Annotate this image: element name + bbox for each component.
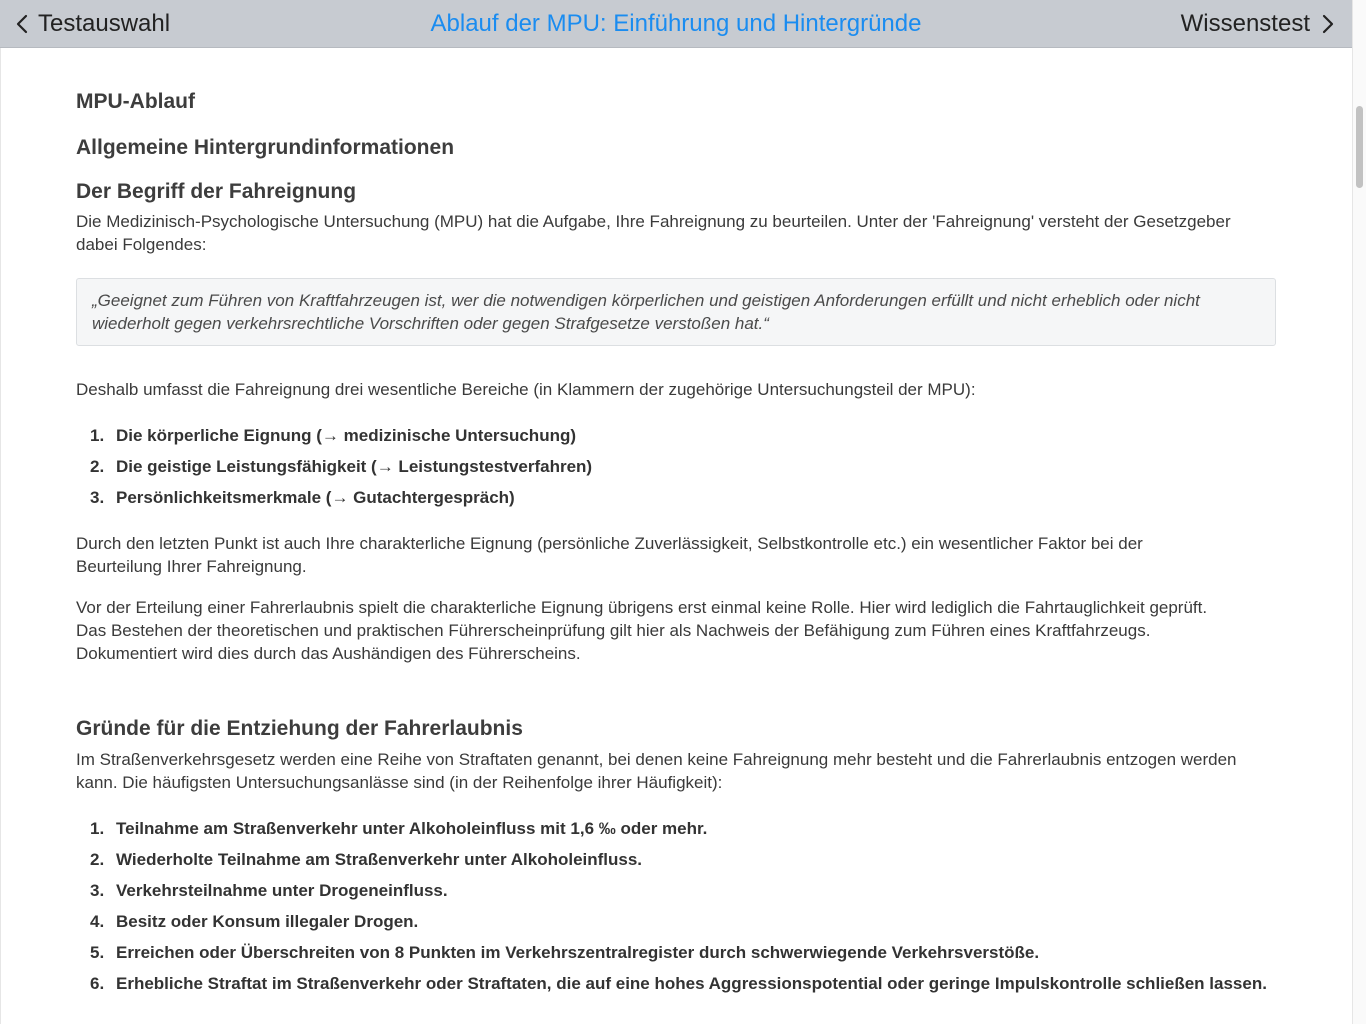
list-item-number: 5. [90, 943, 105, 962]
section-heading-entziehung: Gründe für die Entziehung der Fahrerlaubnis [76, 717, 523, 740]
page-title: Ablauf der MPU: Einführung und Hintergründe [430, 10, 922, 37]
list-item-text: Erhebliche Straftat im Straßenverkehr oder Straftaten, die auf eine hohes Aggressionspotential oder geringe Impulskontrolle schließen lassen. [116, 974, 1267, 993]
quote-block: „Geeignet zum Führen von Kraftfahrzeugen ist, wer die notwendigen körperlichen und geistigen Anforderungen erfüllt und nicht erheblich oder nicht wiederholt gegen verkehrsrechtliche Vorschriften oder gegen Strafgesetze verstoßen hat.“ [76, 278, 1276, 346]
paragraph-licence: Vor der Erteilung einer Fahrerlaubnis spielt die charakterliche Eignung übrigens erst einmal keine Rolle. Hier wird lediglich die Fahrtauglichkeit geprüft. Das Bestehen der theoretischen und praktischen Führerscheinprüfung gilt hier als Nachweis der Befähigung zum Führen eines Kraftfahrzeugs. Dokumentiert wird dies durch das Aushändigen des Führerscheins. [76, 598, 1208, 663]
list-item [76, 455, 1276, 478]
section-heading-fahreignung: Der Begriff der Fahreignung [76, 180, 357, 203]
list-item [76, 879, 1276, 902]
chevron-right-icon [1322, 14, 1334, 34]
list-item [76, 817, 1276, 840]
vertical-scrollbar[interactable] [1352, 0, 1366, 1024]
paragraph-areas-intro: Deshalb umfasst die Fahreignung drei wesentliche Bereiche (in Klammern der zugehörige Untersuchungsteil der MPU): [76, 380, 976, 399]
list-item-number: 1. [90, 819, 105, 838]
next-button[interactable] [1181, 10, 1334, 38]
paragraph-reasons-intro: Im Straßenverkehrsgesetz werden eine Reihe von Straftaten genannt, bei denen keine Fahreignung mehr besteht und die Fahrerlaubnis entzogen werden kann. Die häufigsten Untersuchungsanlässe sind (in der Reihenfolge ihrer Häufigkeit): [76, 750, 1237, 792]
list-item-number: 3. [90, 881, 105, 900]
list-item [76, 486, 1276, 509]
list-item-text: Besitz oder Konsum illegaler Drogen. [116, 912, 419, 931]
navigation-bar [0, 0, 1352, 48]
sub-heading: Allgemeine Hintergrundinformationen [76, 136, 455, 159]
list-item [76, 972, 1276, 995]
list-item-text: Persönlichkeitsmerkmale (→ Gutachtergespräch) [116, 488, 515, 507]
list-item-number: 6. [90, 974, 105, 993]
list-item-text: Erreichen oder Überschreiten von 8 Punkten im Verkehrszentralregister durch schwerwiegende Verkehrsverstöße. [116, 943, 1040, 962]
areas-list [76, 424, 1276, 509]
list-item [76, 424, 1276, 447]
next-button-label: Wissenstest [1180, 10, 1310, 37]
list-item [76, 941, 1276, 964]
paragraph-intro: Die Medizinisch-Psychologische Untersuchung (MPU) hat die Aufgabe, Ihre Fahreignung zu beurteilen. Unter der 'Fahreignung' versteht der Gesetzgeber dabei Folgendes: [76, 212, 1231, 254]
reasons-list [76, 817, 1276, 995]
list-item-text: Die körperliche Eignung (→ medizinische Untersuchung) [116, 426, 577, 445]
list-item-number: 4. [90, 912, 105, 931]
list-item-number: 2. [90, 850, 105, 869]
content-left-border [0, 48, 1, 1024]
list-item-text: Teilnahme am Straßenverkehr unter Alkoholeinfluss mit 1,6 ‰ oder mehr. [116, 819, 708, 838]
scrollbar-thumb[interactable] [1356, 106, 1363, 188]
list-item-number: 1. [90, 426, 105, 445]
back-button-label: Testauswahl [38, 10, 171, 37]
list-item-number: 2. [90, 457, 105, 476]
list-item-text: Wiederholte Teilnahme am Straßenverkehr unter Alkoholeinfluss. [116, 850, 643, 869]
paragraph-character: Durch den letzten Punkt ist auch Ihre charakterliche Eignung (persönliche Zuverlässigkeit, Selbstkontrolle etc.) ein wesentlicher Faktor bei der Beurteilung Ihrer Fahreignung. [76, 534, 1143, 576]
list-item-text: Die geistige Leistungsfähigkeit (→ Leistungstestverfahren) [116, 457, 593, 476]
main-heading: MPU-Ablauf [76, 90, 195, 113]
list-item [76, 848, 1276, 871]
list-item-number: 3. [90, 488, 105, 507]
list-item [76, 910, 1276, 933]
list-item-text: Verkehrsteilnahme unter Drogeneinfluss. [116, 881, 448, 900]
